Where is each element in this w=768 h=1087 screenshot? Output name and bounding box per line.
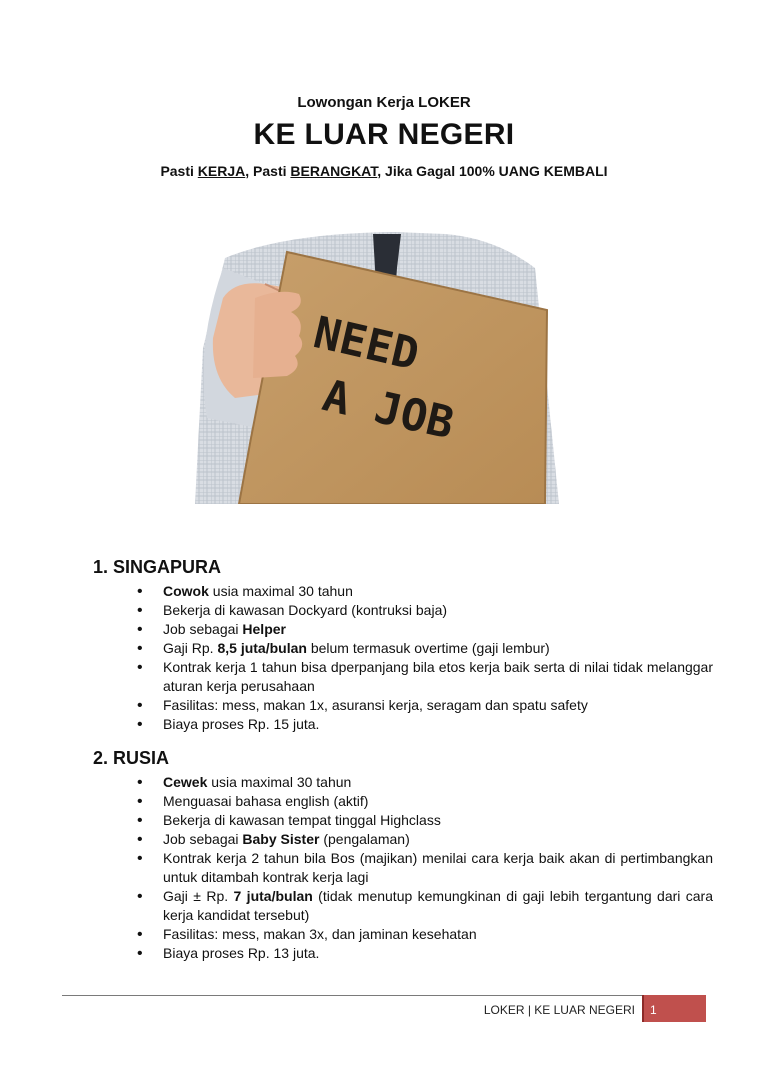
doc-kicker: Lowongan Kerja LOKER	[297, 94, 471, 111]
section-singapura	[93, 556, 713, 734]
list-item: • Job sebagai Helper	[137, 620, 713, 639]
list-item: • Gaji Rp. 8,5 juta/bulan belum termasuk overtime (gaji lembur)	[137, 639, 713, 658]
list-item: • Bekerja di kawasan Dockyard (kontruksi baja)	[137, 601, 713, 620]
list-item: • Gaji ± Rp. 7 juta/bulan (tidak menutup kemungkinan di gaji lebih tergantung dari cara kerja kandidat tersebut)	[137, 887, 713, 925]
list-item: • Cowok usia maximal 30 tahun	[137, 582, 713, 601]
doc-subtitle: Pasti KERJA, Pasti BERANGKAT, Jika Gagal 100% UANG KEMBALI	[160, 163, 608, 179]
need-a-job-photo	[195, 228, 559, 504]
list-item: • Kontrak kerja 2 tahun bila Bos (majikan) menilai cara kerja baik akan di pertimbangkan untuk ditambah kontrak kerja lagi	[137, 849, 713, 887]
list-item: • Job sebagai Baby Sister (pengalaman)	[137, 830, 713, 849]
list-item: • Cewek usia maximal 30 tahun	[137, 773, 713, 792]
page-number-badge: 1	[642, 995, 706, 1022]
footer-divider	[62, 995, 706, 996]
list-item: • Menguasai bahasa english (aktif)	[137, 792, 713, 811]
doc-title: KE LUAR NEGERI	[253, 118, 515, 151]
list-item: • Biaya proses Rp. 13 juta.	[137, 944, 713, 963]
footer-label: LOKER | KE LUAR NEGERI	[483, 1003, 635, 1017]
list-item: • Kontrak kerja 1 tahun bisa dperpanjang bila etos kerja baik serta di nilai tidak melanggar aturan kerja perusahaan	[137, 658, 713, 696]
requirement-list	[93, 582, 713, 734]
sign-text-a-job: A JOB	[317, 370, 459, 450]
section-title: 1. SINGAPURA	[93, 557, 222, 577]
list-item: • Bekerja di kawasan tempat tinggal Highclass	[137, 811, 713, 830]
list-item: • Fasilitas: mess, makan 3x, dan jaminan kesehatan	[137, 925, 713, 944]
list-item: • Fasilitas: mess, makan 1x, asuransi kerja, seragam dan spatu safety	[137, 696, 713, 715]
list-item: • Biaya proses Rp. 15 juta.	[137, 715, 713, 734]
section-title: 2. RUSIA	[93, 748, 170, 768]
section-rusia	[93, 747, 713, 963]
requirement-list	[93, 773, 713, 963]
sign-text-need: NEED	[308, 307, 424, 381]
